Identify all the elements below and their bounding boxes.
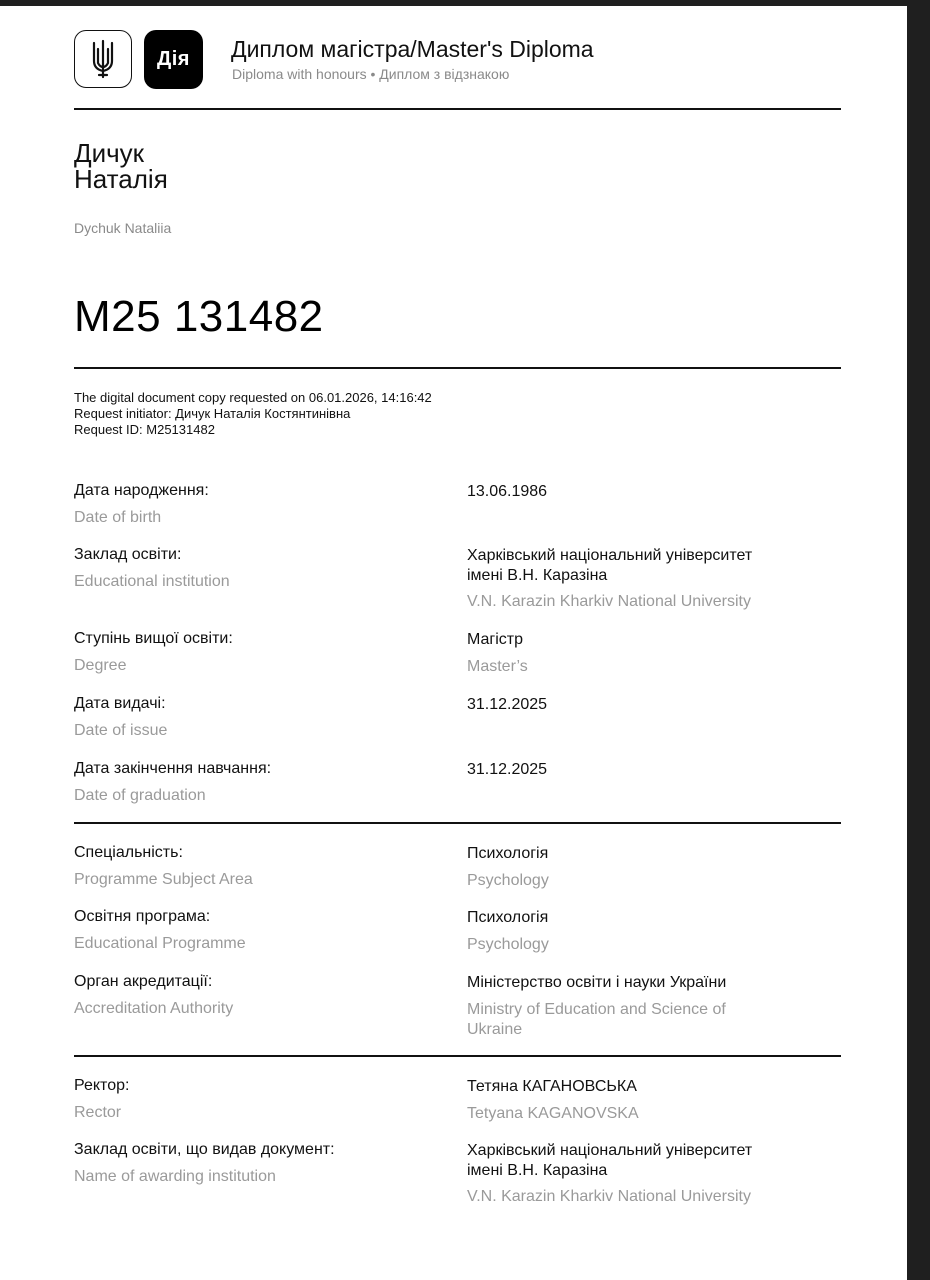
field-label: Заклад освіти, що видав документ: — [74, 1141, 335, 1158]
request-id: Request ID: M25131482 — [74, 422, 215, 437]
field-value: Психологія — [467, 909, 549, 926]
document-number: M25 131482 — [74, 292, 324, 341]
field-value-en: V.N. Karazin Kharkiv National University — [467, 593, 751, 610]
field-value: Тетяна КАГАНОВСЬКА — [467, 1078, 637, 1095]
field-value: 31.12.2025 — [467, 696, 548, 713]
holder-name-en: Dychuk Nataliia — [74, 220, 172, 236]
holder-name-uk — [74, 140, 168, 192]
field-label-en: Accreditation Authority — [74, 1000, 234, 1017]
coat-of-arms-logo — [74, 30, 132, 88]
request-info — [74, 390, 432, 438]
diia-logo: Дія — [144, 30, 203, 89]
field-value — [467, 546, 841, 586]
field-value-line: імені В.Н. Каразіна — [467, 567, 608, 584]
field-value-en: Psychology — [467, 936, 549, 953]
field-label-en: Date of issue — [74, 722, 168, 739]
field-value: Психологія — [467, 845, 549, 862]
field-value-en: V.N. Karazin Kharkiv National University — [467, 1188, 751, 1205]
field-value: 31.12.2025 — [467, 761, 548, 778]
document-header — [74, 30, 841, 92]
field-label: Ректор: — [74, 1077, 130, 1094]
field-value-en: Tetyana KAGANOVSKA — [467, 1105, 639, 1122]
trident-icon — [88, 39, 118, 79]
holder-given-name: Наталія — [74, 164, 168, 194]
field-value-line: Ukraine — [467, 1021, 523, 1038]
field-value: 13.06.1986 — [467, 483, 548, 500]
field-value-line: Ministry of Education and Science of — [467, 1001, 726, 1018]
divider — [74, 367, 841, 369]
field-label-en: Educational institution — [74, 573, 230, 590]
document-subtitle: Diploma with honours • Диплом з відзнакою — [232, 66, 510, 82]
field-value-line: Харківський національний університет — [467, 547, 753, 564]
field-label: Спеціальність: — [74, 844, 183, 861]
divider — [74, 1055, 841, 1057]
field-label-en: Date of birth — [74, 509, 162, 526]
field-label-en: Rector — [74, 1104, 122, 1121]
field-label: Заклад освіти: — [74, 546, 182, 563]
request-date: The digital document copy requested on 06.01.2026, 14:16:42 — [74, 390, 432, 405]
field-value-en — [467, 1000, 841, 1040]
field-value-line: Харківський національний університет — [467, 1142, 753, 1159]
field-value: Міністерство освіти і науки України — [467, 974, 727, 991]
document-title: Диплом магістра/Master's Diploma — [231, 36, 594, 62]
field-label-en: Degree — [74, 657, 127, 674]
holder-surname: Дичук — [74, 138, 145, 168]
divider — [74, 108, 841, 110]
divider — [74, 822, 841, 824]
field-value — [467, 1141, 841, 1181]
field-label: Дата народження: — [74, 482, 209, 499]
field-value-en: Master’s — [467, 658, 528, 675]
field-label: Орган акредитації: — [74, 973, 213, 990]
field-label: Дата закінчення навчання: — [74, 760, 272, 777]
field-label-en: Name of awarding institution — [74, 1168, 276, 1185]
field-label-en: Date of graduation — [74, 787, 206, 804]
field-value: Магістр — [467, 631, 524, 648]
field-label: Дата видачі: — [74, 695, 166, 712]
diploma-document — [0, 6, 907, 1280]
request-initiator: Request initiator: Дичук Наталія Костянтинівна — [74, 406, 351, 421]
field-label-en: Programme Subject Area — [74, 871, 253, 888]
field-label-en: Educational Programme — [74, 935, 246, 952]
field-value-en: Psychology — [467, 872, 549, 889]
field-label: Ступінь вищої освіти: — [74, 630, 233, 647]
field-value-line: імені В.Н. Каразіна — [467, 1162, 608, 1179]
field-label: Освітня програма: — [74, 908, 211, 925]
